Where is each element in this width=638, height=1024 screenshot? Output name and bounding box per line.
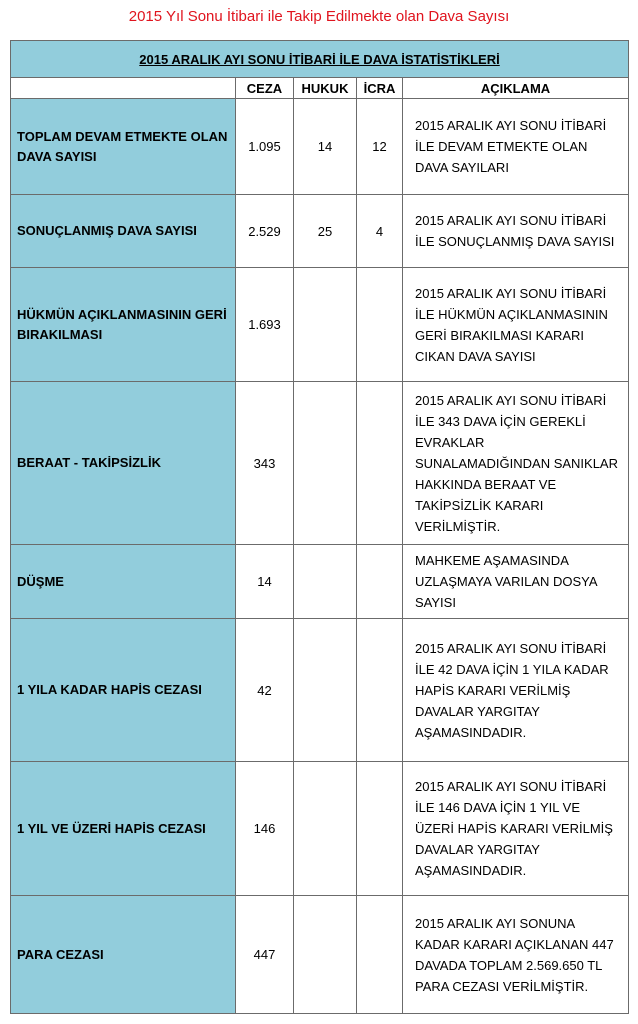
table-row bbox=[11, 195, 629, 268]
ceza-cell: 14 bbox=[236, 545, 294, 619]
table-row bbox=[11, 99, 629, 195]
ceza-cell: 1.693 bbox=[236, 268, 294, 382]
row-label: SONUÇLANMIŞ DAVA SAYISI bbox=[11, 195, 236, 268]
ceza-cell: 146 bbox=[236, 762, 294, 896]
hukuk-cell: 14 bbox=[294, 99, 357, 195]
table-row bbox=[11, 545, 629, 619]
row-label: TOPLAM DEVAM ETMEKTE OLAN DAVA SAYISI bbox=[11, 99, 236, 195]
icra-cell bbox=[357, 382, 403, 545]
header-hukuk: HUKUK bbox=[294, 78, 357, 99]
table-row bbox=[11, 619, 629, 762]
aciklama-cell: 2015 ARALIK AYI SONU İTİBARİ İLE 343 DAVA İÇİN GEREKLİ EVRAKLAR SUNALAMADIĞINDAN SANIKLAR HAKKINDA BERAAT VE TAKİPSİZLİK KARARI VERİLMİŞTİR. bbox=[403, 382, 629, 545]
ceza-cell: 1.095 bbox=[236, 99, 294, 195]
row-label: HÜKMÜN AÇIKLANMASININ GERİ BIRAKILMASI bbox=[11, 268, 236, 382]
hukuk-cell bbox=[294, 896, 357, 1014]
hukuk-cell bbox=[294, 268, 357, 382]
ceza-cell: 447 bbox=[236, 896, 294, 1014]
hukuk-cell bbox=[294, 619, 357, 762]
hukuk-cell bbox=[294, 762, 357, 896]
page-title: 2015 Yıl Sonu İtibari ile Takip Edilmekte olan Dava Sayısı bbox=[128, 8, 510, 25]
icra-cell bbox=[357, 896, 403, 1014]
aciklama-cell: 2015 ARALIK AYI SONUNA KADAR KARARI AÇIKLANAN 447 DAVADA TOPLAM 2.569.650 TL PARA CEZASI VERİLMİŞTİR. bbox=[403, 896, 629, 1014]
row-label: DÜŞME bbox=[11, 545, 236, 619]
aciklama-cell: 2015 ARALIK AYI SONU İTİBARİ İLE SONUÇLANMIŞ DAVA SAYISI bbox=[403, 195, 629, 268]
ceza-cell: 42 bbox=[236, 619, 294, 762]
header-icra: İCRA bbox=[357, 78, 403, 99]
hukuk-cell: 25 bbox=[294, 195, 357, 268]
table-row bbox=[11, 762, 629, 896]
icra-cell bbox=[357, 619, 403, 762]
row-label: 1 YIL VE ÜZERİ HAPİS CEZASI bbox=[11, 762, 236, 896]
header-empty bbox=[11, 78, 236, 99]
aciklama-cell: 2015 ARALIK AYI SONU İTİBARİ İLE 146 DAVA İÇİN 1 YIL VE ÜZERİ HAPİS KARARI VERİLMİŞ DAVALAR YARGITAY AŞAMASINDADIR. bbox=[403, 762, 629, 896]
icra-cell bbox=[357, 545, 403, 619]
aciklama-cell: 2015 ARALIK AYI SONU İTİBARİ İLE DEVAM ETMEKTE OLAN DAVA SAYILARI bbox=[403, 99, 629, 195]
hukuk-cell bbox=[294, 382, 357, 545]
icra-cell bbox=[357, 762, 403, 896]
table-row bbox=[11, 382, 629, 545]
aciklama-cell: 2015 ARALIK AYI SONU İTİBARİ İLE HÜKMÜN AÇIKLANMASININ GERİ BIRAKILMASI KARARI CIKAN DAVA SAYISI bbox=[403, 268, 629, 382]
aciklama-cell: 2015 ARALIK AYI SONU İTİBARİ İLE 42 DAVA İÇİN 1 YILA KADAR HAPİS KARARI VERİLMİŞ DAVALAR YARGITAY AŞAMASINDADIR. bbox=[403, 619, 629, 762]
icra-cell: 4 bbox=[357, 195, 403, 268]
hukuk-cell bbox=[294, 545, 357, 619]
header-aciklama: AÇIKLAMA bbox=[403, 78, 629, 99]
header-ceza: CEZA bbox=[236, 78, 294, 99]
ceza-cell: 2.529 bbox=[236, 195, 294, 268]
row-label: BERAAT - TAKİPSİZLİK bbox=[11, 382, 236, 545]
table-row bbox=[11, 268, 629, 382]
table-banner: 2015 ARALIK AYI SONU İTİBARİ İLE DAVA İSTATİSTİKLERİ bbox=[11, 41, 629, 78]
table-row bbox=[11, 896, 629, 1014]
ceza-cell: 343 bbox=[236, 382, 294, 545]
aciklama-cell: MAHKEME AŞAMASINDA UZLAŞMAYA VARILAN DOSYA SAYISI bbox=[403, 545, 629, 619]
row-label: PARA CEZASI bbox=[11, 896, 236, 1014]
icra-cell: 12 bbox=[357, 99, 403, 195]
statistics-table bbox=[10, 40, 629, 1014]
icra-cell bbox=[357, 268, 403, 382]
header-row bbox=[11, 78, 629, 99]
row-label: 1 YILA KADAR HAPİS CEZASI bbox=[11, 619, 236, 762]
